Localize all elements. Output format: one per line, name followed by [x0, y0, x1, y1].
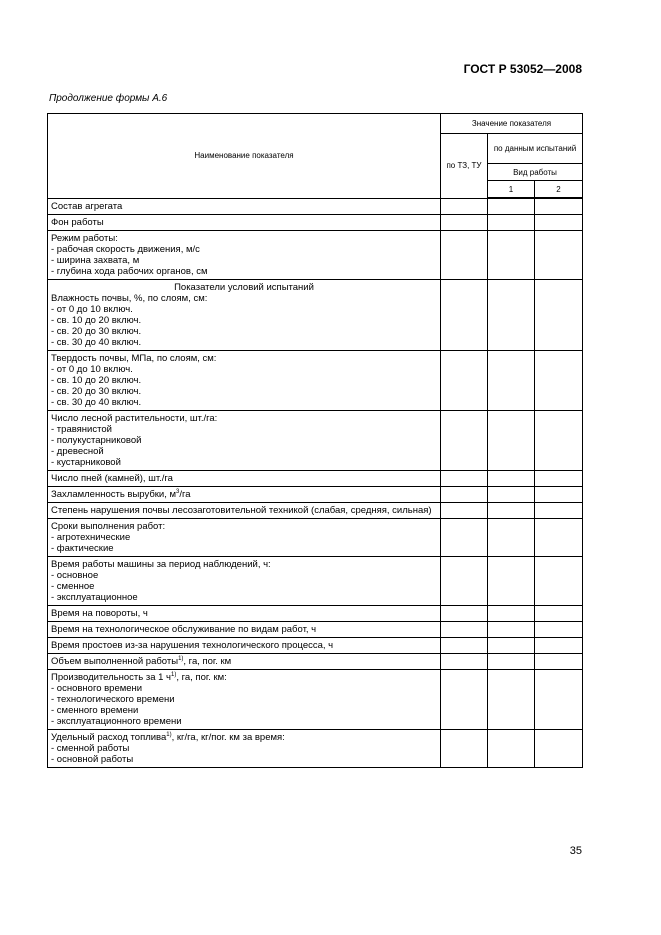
indicator-line: [51, 624, 437, 635]
value-tz-cell: [441, 410, 488, 470]
indicator-text: Твердость почвы, МПа, по слоям, см:: [51, 352, 217, 364]
value-tz-cell: [441, 556, 488, 605]
indicator-line: [51, 656, 437, 667]
indicator-line: [51, 386, 437, 397]
table-row: [48, 470, 583, 486]
indicator-text: - основное: [51, 569, 99, 581]
value-work-1-cell: [488, 605, 535, 621]
table-row: [48, 605, 583, 621]
value-work-2-cell: [535, 556, 583, 605]
indicator-line: - эксплуатационного времени: [51, 715, 182, 727]
indicator-line: [51, 217, 437, 228]
indicator-line: [51, 424, 437, 435]
indicator-line: [51, 592, 437, 603]
by-tests-header: по данным испытаний: [488, 134, 583, 164]
indicator-cell: [48, 502, 441, 518]
value-work-2-cell: [535, 637, 583, 653]
table-row: [48, 653, 583, 669]
indicator-text: - св. 30 до 40 включ.: [51, 396, 142, 408]
page-number: 35: [569, 845, 582, 857]
value-tz-cell: [441, 486, 488, 502]
indicator-line: [51, 640, 437, 651]
indicator-text: Время на повороты, ч: [51, 607, 148, 619]
indicator-line: [51, 608, 437, 619]
indicator-line: [51, 532, 437, 543]
indicator-text: - травянистой: [51, 423, 112, 435]
indicator-text: Время простоев из-за нарушения технологического процесса, ч: [51, 639, 334, 651]
value-tz-cell: [441, 230, 488, 279]
indicator-text: Сроки выполнения работ:: [51, 520, 166, 532]
indicator-line: [51, 315, 437, 326]
indicator-text: Производительность за 1 ч: [51, 671, 171, 683]
table-row: [48, 410, 583, 470]
table-row: [48, 486, 583, 502]
indicator-cell: [48, 214, 441, 230]
value-work-1-cell: [488, 350, 535, 410]
indicator-cell: [48, 669, 441, 729]
value-tz-cell: [441, 470, 488, 486]
indicator-text: - агротехнические: [51, 531, 131, 543]
value-work-2-cell: [535, 410, 583, 470]
section-subheading: Показатели условий испытаний: [174, 281, 314, 293]
value-work-1-cell: [488, 518, 535, 556]
superscript: 1): [178, 655, 184, 662]
value-tz-cell: [441, 350, 488, 410]
value-tz-cell: [441, 198, 488, 214]
superscript: 3: [176, 488, 180, 495]
value-work-2-cell: [535, 653, 583, 669]
indicator-cell: [48, 279, 441, 350]
indicator-line: [51, 435, 437, 446]
indicator-text: - св. 20 до 30 включ.: [51, 325, 142, 337]
value-work-2-cell: [535, 214, 583, 230]
superscript: 1): [171, 671, 177, 678]
indicator-text: Объем выполненной работы: [51, 655, 179, 667]
indicator-text: - сменное: [51, 580, 95, 592]
indicator-line: [51, 304, 437, 315]
indicator-text: - св. 10 до 20 включ.: [51, 374, 142, 386]
table-body: [48, 198, 583, 767]
value-header: Значение показателя: [441, 114, 583, 134]
indicator-line: [51, 559, 437, 570]
value-work-1-cell: [488, 669, 535, 729]
indicator-text: Число лесной растительности, шт./га:: [51, 412, 218, 424]
indicator-text-tail: /га: [179, 488, 191, 500]
table-row: [48, 502, 583, 518]
value-tz-cell: [441, 653, 488, 669]
indicator-text-tail: , га, пог. км: [183, 655, 232, 667]
table-row: [48, 230, 583, 279]
value-work-2-cell: [535, 470, 583, 486]
table-row: [48, 621, 583, 637]
indicator-line: [51, 581, 437, 592]
indicator-line: [51, 570, 437, 581]
indicator-line: [51, 413, 437, 424]
indicator-text: - древесной: [51, 445, 104, 457]
indicator-text: - св. 10 до 20 включ.: [51, 314, 142, 326]
value-work-2-cell: [535, 230, 583, 279]
value-work-1-cell: [488, 556, 535, 605]
value-work-1-cell: [488, 470, 535, 486]
indicator-text-tail: , га, пог. км:: [176, 671, 227, 683]
value-work-2-cell: [535, 605, 583, 621]
indicator-cell: [48, 605, 441, 621]
indicator-line: - сменной работы: [51, 742, 130, 754]
indicator-cell: [48, 518, 441, 556]
indicator-text: Влажность почвы, %, по слоям, см:: [51, 292, 208, 304]
indicator-text: Фон работы: [51, 216, 104, 228]
indicator-line: [51, 201, 437, 212]
value-work-2-cell: [535, 669, 583, 729]
indicator-text: - фактические: [51, 542, 114, 554]
continuation-caption: Продолжение формы А.6: [49, 93, 168, 104]
indicator-line: [51, 364, 437, 375]
value-work-1-cell: [488, 621, 535, 637]
value-tz-cell: [441, 518, 488, 556]
indicator-line: [51, 255, 437, 266]
value-tz-cell: [441, 621, 488, 637]
by-tz-header: по ТЗ, ТУ: [441, 134, 488, 199]
table-row: [48, 214, 583, 230]
table-row: [48, 279, 583, 350]
indicator-text: Режим работы:: [51, 232, 118, 244]
value-tz-cell: [441, 502, 488, 518]
indicator-cell: [48, 410, 441, 470]
table-row: [48, 518, 583, 556]
indicator-text: - ширина захвата, м: [51, 254, 140, 266]
value-work-1-cell: [488, 230, 535, 279]
value-work-1-cell: [488, 653, 535, 669]
indicator-line: - основного времени: [51, 682, 143, 694]
value-work-1-cell: [488, 214, 535, 230]
indicator-line: [51, 375, 437, 386]
indicator-text: - полукустарниковой: [51, 434, 142, 446]
indicator-cell: [48, 350, 441, 410]
value-work-2-cell: [535, 621, 583, 637]
table-row: [48, 350, 583, 410]
indicator-line: [51, 446, 437, 457]
value-work-1-cell: [488, 486, 535, 502]
table-row: [48, 198, 583, 214]
value-work-2-cell: [535, 486, 583, 502]
value-tz-cell: [441, 669, 488, 729]
indicator-text: - кустарниковой: [51, 456, 121, 468]
value-work-1-cell: [488, 637, 535, 653]
indicator-text: Захламленность вырубки, м: [51, 488, 177, 500]
value-work-2-cell: [535, 518, 583, 556]
indicator-text: - рабочая скорость движения, м/с: [51, 243, 200, 255]
table-row: [48, 637, 583, 653]
indicator-line: [51, 337, 437, 348]
indicator-cell: [48, 556, 441, 605]
indicator-text: - глубина хода рабочих органов, см: [51, 265, 208, 277]
value-tz-cell: [441, 605, 488, 621]
indicator-line: [51, 543, 437, 554]
indicator-text: Состав агрегата: [51, 200, 123, 212]
value-work-1-cell: [488, 502, 535, 518]
indicator-text: - от 0 до 10 включ.: [51, 363, 133, 375]
table-header: [48, 114, 583, 199]
indicator-line: [51, 732, 437, 743]
indicator-line: [51, 521, 437, 532]
indicator-line: - сменного времени: [51, 704, 139, 716]
indicator-line: [51, 353, 437, 364]
superscript: 1): [166, 731, 172, 738]
value-work-2-cell: [535, 502, 583, 518]
value-tz-cell: [441, 729, 488, 767]
indicator-cell: [48, 621, 441, 637]
value-work-1-cell: [488, 729, 535, 767]
work-2-header: 2: [535, 181, 583, 199]
indicator-text: Удельный расход топлива: [51, 731, 167, 743]
document-id: ГОСТ Р 53052—2008: [463, 62, 582, 76]
indicator-line: [51, 266, 437, 277]
work-type-header: Вид работы: [488, 164, 583, 181]
indicator-line: - основной работы: [51, 753, 134, 765]
value-tz-cell: [441, 214, 488, 230]
work-1-header: 1: [488, 181, 535, 199]
indicator-text: - св. 30 до 40 включ.: [51, 336, 142, 348]
indicator-cell: [48, 198, 441, 214]
value-tz-cell: [441, 637, 488, 653]
indicator-text: Степень нарушения почвы лесозаготовительной техникой (слабая, средняя, сильная): [51, 504, 432, 516]
value-work-2-cell: [535, 350, 583, 410]
indicator-text: - от 0 до 10 включ.: [51, 303, 133, 315]
indicator-text: Число пней (камней), шт./га: [51, 472, 173, 484]
indicator-line: [51, 473, 437, 484]
column-name-header: Наименование показателя: [48, 114, 441, 199]
indicator-cell: [48, 653, 441, 669]
indicator-line: [51, 293, 437, 304]
value-tz-cell: [441, 279, 488, 350]
indicator-line: [51, 233, 437, 244]
value-work-1-cell: [488, 198, 535, 214]
table-row: [48, 556, 583, 605]
indicator-cell: [48, 230, 441, 279]
value-work-2-cell: [535, 729, 583, 767]
value-work-2-cell: [535, 198, 583, 214]
indicator-line: [51, 326, 437, 337]
indicator-text: Время работы машины за период наблюдений, ч:: [51, 558, 271, 570]
indicator-line: [51, 489, 437, 500]
indicator-line: [51, 457, 437, 468]
form-table: [47, 113, 583, 768]
value-work-1-cell: [488, 410, 535, 470]
value-work-1-cell: [488, 279, 535, 350]
indicator-text: - эксплуатационное: [51, 591, 138, 603]
indicator-text-tail: , кг/га, кг/пог. км за время:: [171, 731, 285, 743]
table-row: [48, 669, 583, 729]
indicator-cell: [48, 729, 441, 767]
indicator-cell: [48, 486, 441, 502]
indicator-cell: [48, 470, 441, 486]
indicator-line: [51, 672, 437, 683]
indicator-text: - св. 20 до 30 включ.: [51, 385, 142, 397]
indicator-cell: [48, 637, 441, 653]
indicator-line: [51, 397, 437, 408]
indicator-line: [51, 244, 437, 255]
value-work-2-cell: [535, 279, 583, 350]
indicator-text: Время на технологическое обслуживание по видам работ, ч: [51, 623, 317, 635]
table-row: [48, 729, 583, 767]
indicator-line: - технологического времени: [51, 693, 175, 705]
